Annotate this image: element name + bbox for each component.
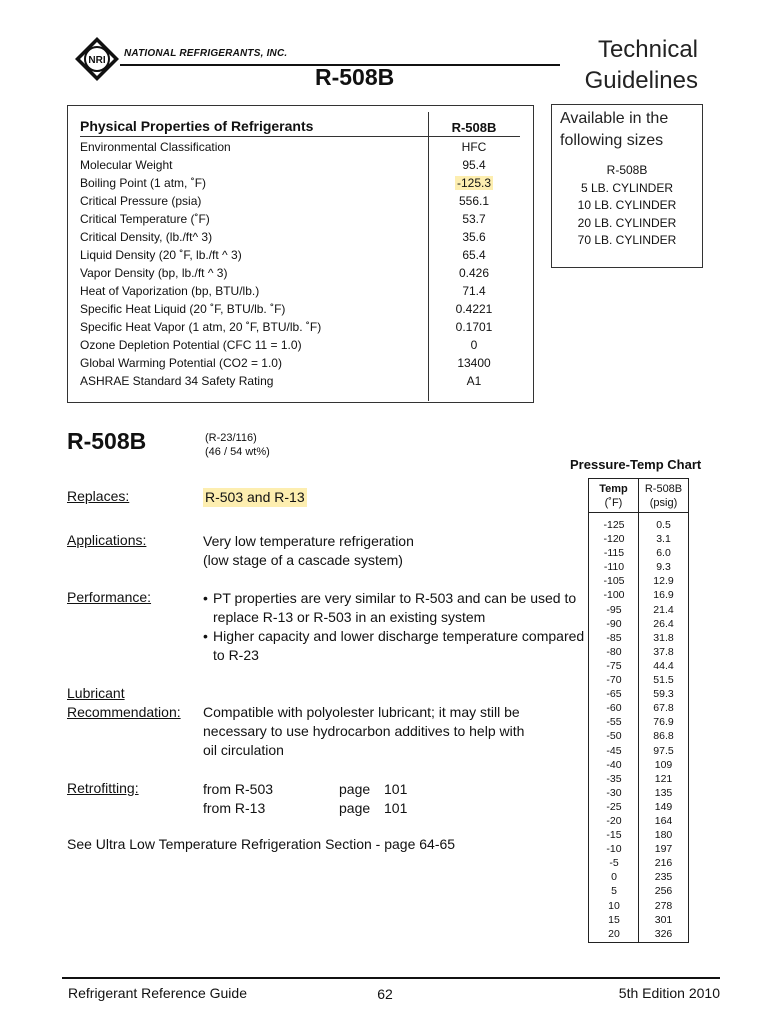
pt-row (589, 800, 688, 814)
size-item: 5 LB. CYLINDER (580, 180, 674, 195)
property-value (428, 210, 520, 228)
guide-title (585, 34, 698, 96)
size-item: 10 LB. CYLINDER (577, 198, 677, 212)
pt-psig: 149 (654, 800, 673, 813)
pt-row (589, 603, 688, 617)
pt-psig: 12.9 (653, 575, 674, 588)
property-row (80, 174, 520, 192)
property-row (80, 192, 520, 210)
property-row (80, 246, 520, 264)
performance-bullet-text: Higher capacity and lower discharge temperature compared to R-23 (213, 628, 585, 663)
pt-psig: 6.0 (656, 547, 671, 560)
property-row (80, 282, 520, 300)
pt-row (589, 772, 688, 786)
property-name: Liquid Density (20 ˚F, lb./ft ^ 3) (80, 248, 242, 262)
lubricant-label-line-1: Lubricant (67, 685, 125, 701)
pt-temp: -80 (606, 645, 622, 658)
applications-text (203, 532, 583, 570)
pt-row (589, 659, 688, 673)
pt-temp: -105 (603, 575, 625, 588)
properties-heading: Physical Properties of Refrigerants (80, 118, 314, 134)
pt-temp: -20 (606, 814, 622, 827)
pt-row (589, 560, 688, 574)
properties-header-rule (80, 136, 520, 137)
applications-label: Applications: (67, 532, 147, 548)
bullet-dot: • (203, 590, 208, 606)
pt-psig: 9.3 (656, 561, 671, 574)
lubricant-line: necessary to use hydrocarbon additives to help with (203, 723, 525, 739)
property-value-text: 65.4 (462, 248, 486, 262)
pt-row (589, 842, 688, 856)
property-value-text: 0.4221 (455, 302, 493, 316)
property-value-text: 556.1 (458, 194, 490, 208)
property-value (428, 156, 520, 174)
pt-chart-rows (589, 518, 688, 941)
product-composition (205, 431, 270, 459)
pt-row (589, 518, 688, 532)
property-name: Specific Heat Liquid (20 ˚F, BTU/lb. ˚F) (80, 302, 286, 316)
property-row (80, 264, 520, 282)
pt-psig: 301 (654, 913, 673, 926)
pt-row (589, 744, 688, 758)
performance-bullet-text: PT properties are very similar to R-503 and can be used to replace R-13 or R-503 in an existing system (213, 590, 577, 625)
pt-temp: -30 (606, 786, 622, 799)
property-name: Heat of Vaporization (bp, BTU/lb.) (80, 284, 260, 298)
sizes-list (551, 162, 703, 250)
pt-temp: -65 (606, 688, 622, 701)
property-value (428, 174, 520, 192)
pt-row (589, 701, 688, 715)
see-section-note: See Ultra Low Temperature Refrigeration Section - page 64-65 (67, 836, 456, 852)
pt-value-header-unit: (psig) (649, 497, 678, 509)
pt-temp: 20 (608, 927, 620, 940)
property-name: Critical Pressure (psia) (80, 194, 202, 208)
property-value-text: 13400 (457, 356, 491, 370)
pt-temp: -95 (606, 603, 622, 616)
property-value-text: HFC (461, 140, 487, 154)
property-row (80, 300, 520, 318)
property-value (428, 354, 520, 372)
pt-psig: 51.5 (653, 674, 674, 687)
pt-psig: 76.9 (653, 716, 674, 729)
pt-temp-header-label: Temp (599, 483, 628, 495)
pt-psig: 31.8 (653, 631, 674, 644)
performance-bullet (203, 589, 588, 627)
pt-psig: 67.8 (653, 702, 674, 715)
property-value-text: 0.426 (458, 266, 490, 280)
retrofit-page-label: page (339, 800, 371, 816)
composition-weights: (46 / 54 wt%) (205, 446, 270, 458)
pt-temp: -125 (603, 519, 625, 531)
performance-label: Performance: (67, 589, 152, 605)
property-name: Ozone Depletion Potential (CFC 11 = 1.0) (80, 338, 302, 352)
property-value-text: 0 (470, 338, 478, 352)
pt-temp: -75 (606, 659, 622, 672)
property-value (428, 282, 520, 300)
property-value (428, 192, 520, 210)
property-value (428, 138, 520, 156)
property-row (80, 372, 520, 390)
property-value (428, 318, 520, 336)
pt-temp: -15 (606, 829, 622, 842)
pt-row (589, 715, 688, 729)
pt-psig: 326 (654, 927, 673, 940)
property-value-text: 71.4 (462, 284, 486, 298)
size-item: 20 LB. CYLINDER (577, 215, 677, 230)
pt-chart-header-rule (589, 512, 688, 513)
properties-column-header: R-508B (451, 120, 497, 135)
replaces-label: Replaces: (67, 488, 130, 504)
product-name: R-508B (67, 428, 147, 454)
retrofit-page-label: page (339, 781, 371, 797)
pt-psig: 121 (654, 772, 673, 785)
lubricant-line: oil circulation (203, 742, 284, 758)
pt-row (589, 673, 688, 687)
nri-logo (73, 35, 121, 83)
pt-psig: 164 (654, 814, 673, 827)
pt-row (589, 588, 688, 602)
property-row (80, 318, 520, 336)
pt-psig: 21.4 (653, 603, 674, 616)
pt-value-header (639, 482, 688, 510)
pt-psig: 16.9 (653, 589, 674, 602)
property-value (428, 300, 520, 318)
pt-psig: 37.8 (653, 645, 674, 658)
pt-psig: 44.4 (653, 659, 674, 672)
pt-row (589, 729, 688, 743)
pt-psig: 97.5 (653, 744, 674, 757)
lubricant-label (67, 684, 181, 722)
property-name: Vapor Density (bp, lb./ft ^ 3) (80, 266, 228, 280)
pt-row (589, 814, 688, 828)
guide-title-line-2: Guidelines (584, 67, 698, 94)
pt-temp: -35 (606, 772, 622, 785)
property-value (428, 246, 520, 264)
property-name: Boiling Point (1 atm, ˚F) (80, 176, 207, 190)
pt-temp: -50 (606, 730, 622, 743)
pt-row (589, 574, 688, 588)
performance-bullet (203, 627, 588, 665)
pt-row (589, 617, 688, 631)
pt-temp: -60 (606, 702, 622, 715)
pt-temp: -45 (606, 744, 622, 757)
retrofitting-row (203, 799, 463, 818)
pt-row (589, 899, 688, 913)
retrofitting-row (203, 780, 463, 799)
pt-temp: 15 (608, 913, 620, 926)
composition-blend: (R-23/116) (205, 432, 257, 444)
retrofit-page: 101 (384, 800, 408, 816)
property-row (80, 210, 520, 228)
property-value-text: 95.4 (462, 158, 486, 172)
lubricant-label-line-2: Recommendation: (67, 704, 181, 720)
guide-title-line-1: Technical (597, 36, 698, 63)
property-row (80, 336, 520, 354)
pt-psig: 197 (654, 843, 673, 856)
pt-row (589, 927, 688, 941)
property-row (80, 354, 520, 372)
sizes-heading: Available in the following sizes (560, 110, 669, 149)
pt-temp-header (589, 482, 638, 510)
performance-bullets (203, 589, 588, 665)
pt-psig: 278 (654, 899, 673, 912)
properties-rows (80, 138, 520, 390)
property-value-text: 53.7 (462, 212, 486, 226)
retrofit-from: from R-503 (203, 781, 274, 797)
pt-row (589, 631, 688, 645)
property-name: Critical Density, (lb./ft^ 3) (80, 230, 213, 244)
pt-temp: 10 (608, 899, 620, 912)
pt-temp: 5 (611, 885, 617, 898)
pt-chart-title: Pressure-Temp Chart (570, 457, 702, 472)
pt-psig: 0.5 (656, 519, 671, 531)
pt-temp: -115 (603, 547, 625, 560)
pt-temp: -85 (606, 631, 622, 644)
pt-temp: -120 (603, 533, 625, 546)
pt-temp: -55 (606, 716, 622, 729)
pt-row (589, 828, 688, 842)
retrofitting-label: Retrofitting: (67, 780, 139, 796)
property-name: Critical Temperature (˚F) (80, 212, 210, 226)
property-row (80, 156, 520, 174)
pt-psig: 216 (654, 857, 673, 870)
lubricant-text (203, 703, 583, 760)
pt-row (589, 645, 688, 659)
pt-temp: -5 (609, 857, 619, 870)
property-value (428, 228, 520, 246)
pt-psig: 180 (654, 829, 673, 842)
company-name: NATIONAL REFRIGERANTS, INC. (124, 48, 288, 59)
pt-psig: 86.8 (653, 730, 674, 743)
pt-temp: 0 (611, 871, 617, 884)
retrofit-from: from R-13 (203, 800, 266, 816)
pt-row (589, 856, 688, 870)
pt-psig: 235 (654, 871, 673, 884)
pt-temp: -10 (606, 843, 622, 856)
pt-row (589, 913, 688, 927)
pt-temp: -40 (606, 758, 622, 771)
pt-row (589, 532, 688, 546)
pt-psig: 59.3 (653, 688, 674, 701)
svg-text:NRI: NRI (88, 55, 106, 66)
pt-temp: -100 (603, 589, 625, 602)
applications-line: Very low temperature refrigeration (203, 533, 414, 549)
retrofitting-rows (203, 780, 463, 818)
property-row (80, 228, 520, 246)
property-row (80, 138, 520, 156)
pt-psig: 26.4 (653, 617, 674, 630)
footer-guide-name: Refrigerant Reference Guide (68, 985, 247, 1001)
property-value-highlight: -125.3 (456, 176, 492, 190)
property-value-text: 35.6 (462, 230, 486, 244)
size-item: R-508B (606, 163, 648, 177)
property-name: Specific Heat Vapor (1 atm, 20 ˚F, BTU/lb. ˚F) (80, 320, 322, 334)
bullet-dot: • (203, 628, 208, 644)
pt-psig: 256 (654, 885, 673, 898)
page-title: R-508B (315, 64, 395, 90)
retrofit-page: 101 (384, 781, 408, 797)
pt-temp: -25 (606, 800, 622, 813)
property-value (428, 372, 520, 390)
applications-line: (low stage of a cascade system) (203, 552, 403, 568)
footer-rule (62, 977, 720, 979)
pt-value-header-label: R-508B (644, 483, 683, 495)
pt-row (589, 870, 688, 884)
pt-psig: 109 (654, 758, 673, 771)
pt-row (589, 884, 688, 898)
pt-psig: 135 (654, 786, 673, 799)
pt-row (589, 786, 688, 800)
property-value-text: A1 (466, 374, 482, 388)
size-item: 70 LB. CYLINDER (577, 233, 677, 247)
replaces-value: R-503 and R-13 (205, 489, 305, 505)
lubricant-line: Compatible with polyolester lubricant; it may still be (203, 704, 520, 720)
property-value-text: 0.1701 (455, 320, 493, 334)
pt-row (589, 546, 688, 560)
pt-row (589, 687, 688, 701)
property-value (428, 264, 520, 282)
pt-temp: -90 (606, 617, 622, 630)
property-name: Environmental Classification (80, 140, 231, 154)
property-name: Molecular Weight (80, 158, 173, 172)
property-name: Global Warming Potential (CO2 = 1.0) (80, 356, 282, 370)
pt-psig: 3.1 (656, 533, 671, 546)
pt-row (589, 758, 688, 772)
property-name: ASHRAE Standard 34 Safety Rating (80, 374, 274, 388)
pt-temp: -70 (606, 674, 622, 687)
footer-edition: 5th Edition 2010 (618, 985, 720, 1001)
pt-temp-header-unit: (˚F) (604, 497, 623, 509)
page-number: 62 (377, 986, 393, 1002)
property-value (428, 336, 520, 354)
pt-temp: -110 (603, 561, 625, 574)
